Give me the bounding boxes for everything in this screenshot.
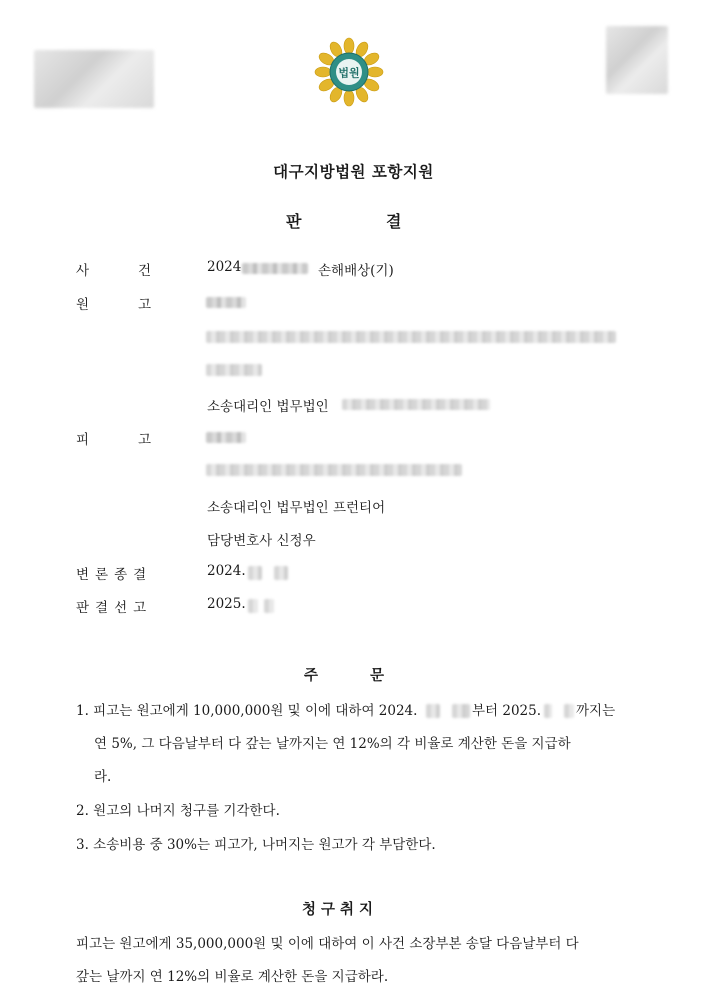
redacted-defendant-address (206, 464, 462, 476)
redacted-order-date-4 (564, 704, 574, 718)
redacted-plaintiff-address (206, 331, 616, 343)
redacted-plaintiff-name (206, 297, 246, 308)
redacted-ruling-day (264, 599, 274, 613)
redacted-order-date-2 (452, 704, 470, 718)
order-item-1-part-c: 까지는 (576, 703, 616, 719)
defendant-label-1: 피 (76, 432, 90, 448)
order-heading-1: 주 (304, 667, 319, 684)
doc-title-char-1: 판 (286, 212, 302, 231)
order-item-2: 2. 원고의 나머지 청구를 기각한다. (76, 803, 280, 819)
defendant-lawyer: 담당변호사 신정우 (207, 533, 316, 549)
redacted-case-number (242, 263, 308, 274)
court-name: 대구지방법원 포항지원 (273, 162, 434, 181)
case-year: 2024 (207, 259, 242, 275)
order-item-1-line-2: 연 5%, 그 다음날부터 다 갚는 날까지는 연 12%의 각 비율로 계산한 돈을 지급하 (94, 736, 571, 752)
plaintiff-label-2: 고 (138, 297, 152, 313)
order-item-3: 3. 소송비용 중 30%는 피고가, 나머지는 원고가 각 부담한다. (76, 837, 436, 853)
order-item-1-part-a: 1. 피고는 원고에게 10,000,000원 및 이에 대하여 2024. (76, 703, 418, 719)
doc-title-char-2: 결 (386, 212, 402, 231)
redacted-ruling-month (248, 599, 258, 613)
case-name: 손해배상(기) (318, 263, 394, 279)
order-item-1-part-b: 부터 2025. (472, 703, 542, 719)
claim-heading: 청구취지 (302, 901, 379, 918)
ruling-date: 2025. (207, 596, 246, 612)
redacted-header-left (34, 50, 154, 108)
redacted-defendant-name (206, 432, 246, 443)
redacted-order-date-3 (544, 704, 552, 718)
redacted-qr-code (606, 26, 668, 94)
redacted-order-date-1 (426, 704, 440, 718)
redacted-plaintiff-firm (342, 399, 490, 410)
redacted-plaintiff-address-2 (206, 364, 262, 376)
plaintiff-counsel: 소송대리인 법무법인 (207, 399, 329, 415)
case-label-2: 건 (138, 263, 152, 279)
defendant-counsel: 소송대리인 법무법인 프런티어 (207, 500, 386, 516)
redacted-closing-month (248, 566, 262, 580)
order-item-1-line-3: 라. (94, 769, 112, 785)
order-heading-2: 문 (370, 667, 385, 684)
seal-text: 법원 (338, 66, 360, 80)
redacted-closing-day (274, 566, 288, 580)
case-label-1: 사 (76, 263, 90, 279)
claim-line-1: 피고는 원고에게 35,000,000원 및 이에 대하여 이 사건 소장부본 송달 다음날부터 다 (76, 936, 579, 952)
ruling-label: 판결선고 (76, 600, 153, 616)
defendant-label-2: 고 (138, 432, 152, 448)
claim-line-2: 갚는 날까지 연 12%의 비율로 계산한 돈을 지급하라. (76, 969, 389, 985)
plaintiff-label-1: 원 (76, 297, 90, 313)
closing-label: 변론종결 (76, 567, 153, 583)
court-seal-icon (314, 37, 384, 107)
closing-date: 2024. (207, 563, 246, 579)
